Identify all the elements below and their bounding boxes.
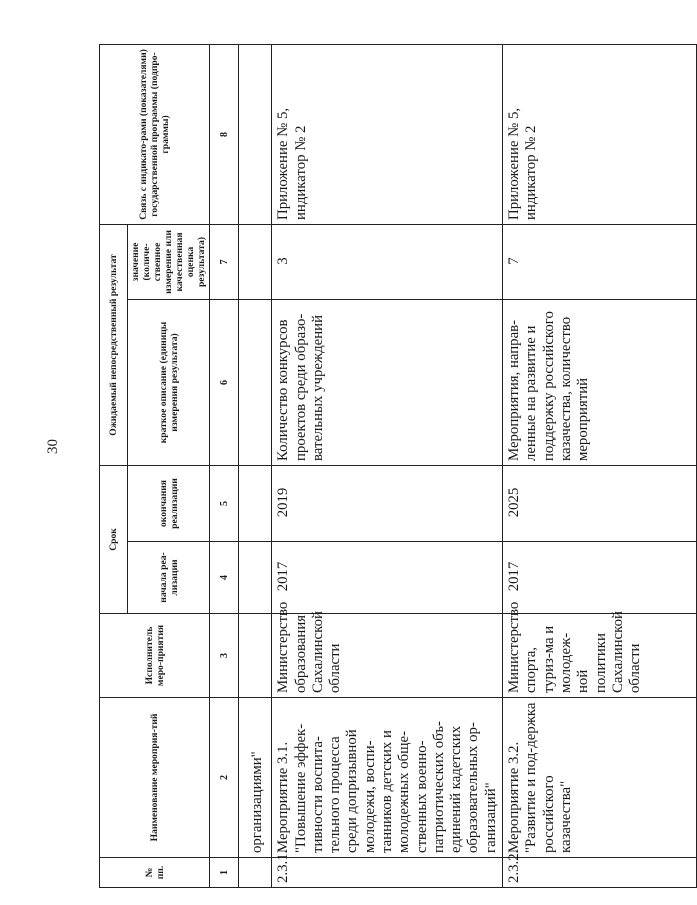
continuation-text: организациями" bbox=[239, 698, 272, 858]
table-row bbox=[272, 44, 503, 887]
col-number: 5 bbox=[210, 466, 239, 542]
column-number-row bbox=[210, 44, 239, 887]
term-end: 2019 bbox=[272, 466, 503, 542]
measure-executor: Министерство образования Сахалинской области bbox=[272, 614, 503, 698]
col-number: 1 bbox=[210, 858, 239, 888]
table-container bbox=[99, 45, 677, 888]
header-name: Наименование мероприя-тий bbox=[100, 698, 210, 858]
term-start: 2017 bbox=[503, 542, 697, 614]
indicator-link: Приложение № 5, индикатор № 2 bbox=[272, 44, 503, 224]
header-term: Срок bbox=[100, 466, 128, 614]
continuation-row bbox=[239, 44, 272, 887]
rotated-table-wrapper bbox=[99, 45, 677, 888]
col-number: 4 bbox=[210, 542, 239, 614]
row-number: 2.3.1. bbox=[272, 858, 503, 888]
header-term-start: начала реа-лизации bbox=[128, 542, 210, 614]
col-number: 3 bbox=[210, 614, 239, 698]
measure-name: Мероприятие 3.2. "Развитие и под-держка российского казачества" bbox=[503, 698, 697, 858]
term-end: 2025 bbox=[503, 466, 697, 542]
row-number: 2.3.2. bbox=[503, 858, 697, 888]
header-result: Ожидаемый непосредственный результат bbox=[100, 224, 128, 465]
header-result-value: значение (количе-ственное измерение или качественная оценка результата) bbox=[128, 224, 210, 299]
term-start: 2017 bbox=[272, 542, 503, 614]
measure-name: Мероприятие 3.1. "Повышение эффек-тивности воспита-тельного процесса среди допризывной молодежи, воспи-танников детских и молодежных обще-ственных военно-патриотических объ-единений кадетских образовательных ор-ганизаций" bbox=[272, 698, 503, 858]
result-value: 7 bbox=[503, 224, 697, 299]
measure-executor: Министерство спорта, туриз-ма и молодеж-ной политики Сахалинской области bbox=[503, 614, 697, 698]
measures-table bbox=[99, 44, 697, 888]
col-number: 2 bbox=[210, 698, 239, 858]
header-executor: Исполнитель меро-приятия bbox=[100, 614, 210, 698]
header-term-end: окончания реализации bbox=[128, 466, 210, 542]
table-row bbox=[503, 44, 697, 887]
result-description: Мероприятия, направ-ленные на развитие и поддержку российского казачества, количество мероприятий bbox=[503, 300, 697, 466]
page-number: 30 bbox=[44, 438, 61, 454]
col-number: 8 bbox=[210, 44, 239, 224]
result-value: 3 bbox=[272, 224, 503, 299]
col-number: 6 bbox=[210, 300, 239, 466]
header-num: № пп. bbox=[100, 858, 210, 888]
header-row-1 bbox=[100, 44, 128, 887]
col-number: 7 bbox=[210, 224, 239, 299]
header-result-desc: краткое описание (единицы измерения результата) bbox=[128, 300, 210, 466]
indicator-link: Приложение № 5, индикатор № 2 bbox=[503, 44, 697, 224]
result-description: Количество конкурсов проектов среди образо-вательных учреждений bbox=[272, 300, 503, 466]
header-link: Связь с индикато-рами (показателями) государственной программы (подпро-граммы) bbox=[100, 44, 210, 224]
